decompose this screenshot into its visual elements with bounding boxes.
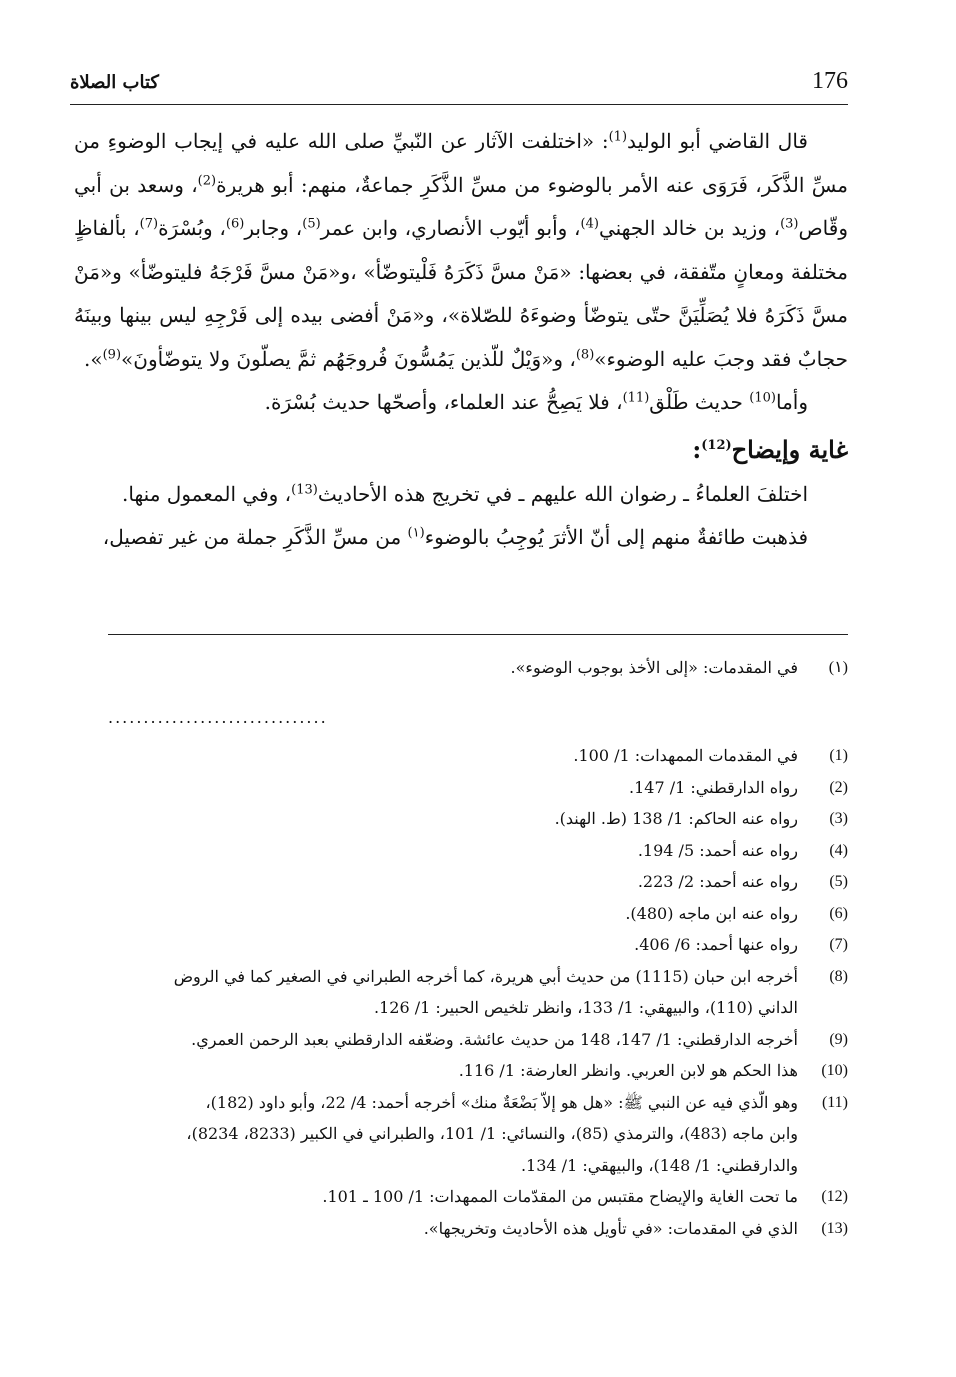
text-run: ، وسعد بن أبي وقّاص xyxy=(74,172,848,240)
text-run: ، وجابر xyxy=(244,216,303,240)
text-run: ، وزيد بن خالد الجهني xyxy=(598,216,781,240)
footnote-item xyxy=(74,1087,848,1119)
footnote-ref: (١) xyxy=(407,525,425,541)
footnote-item xyxy=(74,740,848,772)
footnote-number: (10) xyxy=(821,1062,848,1079)
footnote-item xyxy=(74,929,848,961)
text-run: : «اختلفت الآثار عن النّبيِّ صلى الله عليه في إيجاب الوضوءِ من مسِّ الذَّكَر، فَرَوَى عنه الأمر بالوضوء من مسِّ الذَّكَرِ جماعةٌ، منهم: أبو هريرة xyxy=(74,129,848,197)
text-run: ، وأبو أيّوب الأنصاري، وابن عمر xyxy=(320,216,581,240)
footnote-text: الذي في المقدمات: «في تأويل هذه الأحاديث وتخريجها». xyxy=(423,1218,798,1238)
footnote-text: أخرجه ابن حبان (1115) من حديث أبي هريرة، كما أخرجه الطبراني في الصغير كما في الروض xyxy=(173,966,798,986)
footnote-number: (8) xyxy=(829,967,848,985)
footnote-ref: (11) xyxy=(622,390,650,406)
page-number: 176 xyxy=(812,68,848,94)
footnote-text: رواه عنه ابن ماجه (480). xyxy=(625,903,798,923)
footnote-text: في المقدمات: «إلى الأخذ بوجوب الوضوء». xyxy=(510,658,798,677)
footnote-number: (11) xyxy=(821,1093,848,1111)
footnote-item xyxy=(74,1181,848,1213)
footnote-item xyxy=(74,1213,848,1245)
paragraph-1 xyxy=(74,120,848,381)
page-header xyxy=(70,64,848,105)
footnote-continuation: وابن ماجه (483)، والترمذي (85)، والنسائي: 1/ 101، والطبراني في الكبير (8233، 8234)، xyxy=(186,1124,798,1143)
footnote-ref: (6) xyxy=(225,216,245,232)
heading-text: غاية وإيضاح xyxy=(731,434,848,464)
footnote-number: (13) xyxy=(821,1219,848,1237)
footnote-number: (12) xyxy=(821,1188,848,1205)
text-run: ، بألفاظٍ مختلفة ومعانٍ متّفقة، في بعضها: «مَنْ مسَّ ذَكَرَهُ فَلْيتوضّأ» ،و«مَنْ مسَّ فَرْجَهُ فليتوضّأ» و«مَنْ مسَّ ذَكَرَهُ فلا يُصَلِّيَنَّ حتّى يتوضّأ وضوءَهُ للصّلاة»، و«مَنْ أفضى بيده إلى فَرْجِهِ ليس بينها وبينَهُ حجابٌ فقد وجبَ عليه الوضوء» xyxy=(74,216,848,371)
footnote-number: (4) xyxy=(829,841,848,859)
footnote-item xyxy=(74,898,848,930)
text-run: ، فلا يَصِحُّ عند العلماء، وأصحّها حديث بُسْرَة. xyxy=(264,390,623,414)
footnote-number: (6) xyxy=(829,904,848,922)
footnote-item xyxy=(74,803,848,835)
running-title: كتاب الصلاة xyxy=(70,72,159,93)
text-run: وأما xyxy=(775,390,808,414)
text-run: ». xyxy=(84,346,103,371)
footnote-ref: (1) xyxy=(608,129,628,145)
text-run: حديث طَلْق xyxy=(649,390,750,414)
footnote-ref: (13) xyxy=(291,481,318,497)
main-text xyxy=(74,120,848,560)
footnote-item xyxy=(74,1024,848,1056)
footnote-text: رواه عنه أحمد: 2/ 223. xyxy=(637,872,798,891)
footnote-continuation: والدارقطني: 1/ 148)، والبيهقي: 1/ 134. xyxy=(520,1155,798,1175)
footnote-text: رواه الدارقطني: 1/ 147. xyxy=(629,777,798,797)
footnote-ref: (8) xyxy=(575,346,595,362)
footnote-continuation: الداني (110)، والبيهقي: 1/ 133، وانظر تلخيص الحبير: 1/ 126. xyxy=(374,998,798,1017)
footnote-text: أخرجه الدارقطني: 1/ 147، 148 من حديث عائشة. وضعّفه الدارقطني بعبد الرحمن العمري. xyxy=(191,1029,798,1049)
footnote-number: (7) xyxy=(829,936,848,953)
footnotes-list xyxy=(74,740,848,1244)
footnote-item xyxy=(74,835,848,867)
footnote-number: (5) xyxy=(829,873,848,890)
footnote-number: (1) xyxy=(829,747,848,764)
footnote-divider xyxy=(108,634,848,635)
footnote-ref: (2) xyxy=(197,172,217,188)
text-run: : xyxy=(692,434,702,464)
footnote-text: وهو الّذي فيه عن النبي ﷺ: «هل هو إلاّ بَضْعَةٌ منك» أخرجه أحمد: 4/ 22، وأبو داود (182)، xyxy=(205,1092,798,1112)
footnote-item xyxy=(74,1055,848,1087)
text-run: اختلفَ العلماءُ ـ رضوان الله عليهم ـ في تخريج هذه الأحاديث xyxy=(317,481,808,506)
footnote-text: هذا الحكم هو لابن العربي. وانظر العارضة: 1/ 116. xyxy=(458,1061,798,1080)
footnote-item xyxy=(74,961,848,993)
footnote-text: رواه عنه الحاكم: 1/ 138 (ط. الهند). xyxy=(554,809,798,828)
footnote-ref: (7) xyxy=(139,216,159,232)
footnote-ref: (5) xyxy=(302,216,321,232)
paragraph-2 xyxy=(74,381,848,425)
footnote-text: في المقدمات الممهدات: 1/ 100. xyxy=(573,746,798,765)
paragraph-3 xyxy=(74,473,848,517)
text-run: ، وفي المعمول منها. xyxy=(122,481,292,506)
text-run: قال القاضي أبو الوليد xyxy=(627,129,808,153)
footnote-ref: (3) xyxy=(780,216,799,232)
text-run: ، وبُسْرَة xyxy=(158,216,226,240)
editor-footnote xyxy=(74,652,848,684)
text-run: ، و«وَيْلٌ للّذين يَمُسُّونَ فُروجَهُم ثمَّ يصلّونَ ولا يتوضّأونَ» xyxy=(121,346,576,371)
text-run: فذهبت طائفةٌ منهم إلى أنّ الأثرَ يُوجِبُ بالوضوء xyxy=(424,525,808,549)
footnote-text: رواه عنها أحمد: 6/ 406. xyxy=(634,935,798,954)
footnote-text: ما تحت الغاية والإيضاح مقتبس من المقدّمات الممهدات: 1/ 100 ـ 101. xyxy=(322,1187,798,1206)
section-heading xyxy=(74,427,848,473)
footnote-ref: (10) xyxy=(749,390,776,406)
footnote-number: (9) xyxy=(829,1030,848,1048)
paragraph-4 xyxy=(74,516,848,560)
dotted-separator: ............................... xyxy=(108,708,328,727)
footnote-item xyxy=(74,866,848,898)
footnote-item xyxy=(74,772,848,804)
footnote-number: (2) xyxy=(829,778,848,796)
footnote-ref: (12) xyxy=(701,437,732,453)
text-run: من مسِّ الذَّكَرِ جملة من غير تفصيل، xyxy=(102,525,408,549)
footnote-ref: (4) xyxy=(580,216,599,232)
footnote-number: (3) xyxy=(829,810,848,827)
footnote-text: رواه عنه أحمد: 5/ 194. xyxy=(637,840,798,860)
footnote-number: (١) xyxy=(828,659,848,676)
footnote-ref: (9) xyxy=(102,346,122,362)
